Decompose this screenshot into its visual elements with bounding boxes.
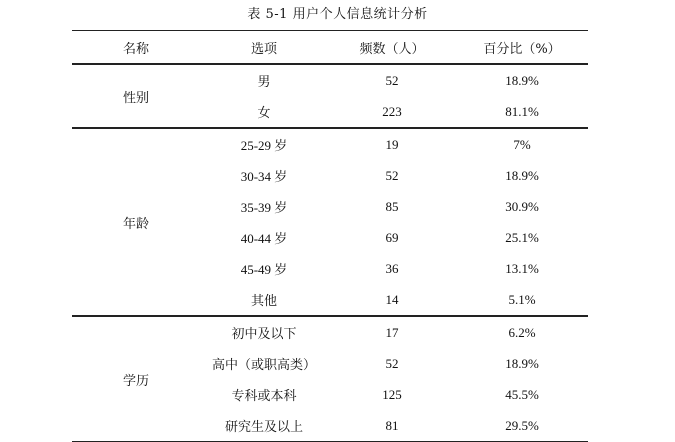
option-cell: 高中（或职高类） bbox=[211, 358, 316, 373]
option-cell: 45-49 岁 bbox=[240, 262, 288, 277]
freq-cell: 52 bbox=[385, 167, 399, 183]
col-header-name: 名称 bbox=[72, 31, 200, 65]
freq-cell: 125 bbox=[382, 386, 402, 402]
option-cell: 25-29 岁 bbox=[240, 138, 288, 153]
table-caption: 表 5-1 用户个人信息统计分析 bbox=[247, 7, 428, 22]
col-header-freq: 频数（人） bbox=[328, 31, 456, 65]
pct-cell: 30.9% bbox=[505, 198, 539, 214]
freq-cell: 52 bbox=[385, 72, 399, 88]
freq-cell: 36 bbox=[385, 260, 399, 276]
freq-cell: 85 bbox=[385, 198, 399, 214]
table-row bbox=[72, 64, 588, 96]
freq-cell: 52 bbox=[385, 355, 399, 371]
pct-cell: 18.9% bbox=[505, 167, 539, 183]
group-label-gender: 性别 bbox=[72, 64, 200, 128]
option-cell: 初中及以下 bbox=[231, 327, 297, 342]
table-row bbox=[72, 316, 588, 348]
option-cell: 其他 bbox=[200, 284, 328, 316]
freq-cell: 19 bbox=[385, 136, 399, 152]
option-cell: 40-44 岁 bbox=[240, 231, 288, 246]
pct-cell: 18.9% bbox=[505, 72, 539, 88]
pct-cell: 18.9% bbox=[505, 355, 539, 371]
user-info-table bbox=[72, 30, 588, 442]
freq-cell: 81 bbox=[328, 410, 456, 442]
freq-cell: 223 bbox=[328, 96, 456, 128]
option-cell: 男 bbox=[257, 75, 271, 90]
col-header-pct: 百分比（%） bbox=[456, 31, 588, 65]
option-cell: 女 bbox=[200, 96, 328, 128]
option-cell: 30-34 岁 bbox=[240, 169, 288, 184]
pct-cell: 45.5% bbox=[505, 386, 539, 402]
freq-cell: 14 bbox=[328, 284, 456, 316]
option-cell: 专科或本科 bbox=[231, 389, 297, 404]
pct-cell: 25.1% bbox=[505, 229, 539, 245]
option-cell: 35-39 岁 bbox=[240, 200, 288, 215]
pct-cell: 7% bbox=[513, 136, 531, 152]
header-row bbox=[72, 31, 588, 65]
freq-cell: 69 bbox=[385, 229, 399, 245]
pct-cell: 81.1% bbox=[456, 96, 588, 128]
col-header-option: 选项 bbox=[200, 31, 328, 65]
pct-cell: 29.5% bbox=[456, 410, 588, 442]
group-label-education: 学历 bbox=[72, 316, 200, 442]
table-row bbox=[72, 128, 588, 160]
pct-cell: 5.1% bbox=[456, 284, 588, 316]
pct-cell: 13.1% bbox=[505, 260, 539, 276]
pct-cell: 6.2% bbox=[508, 324, 536, 340]
freq-cell: 17 bbox=[385, 324, 399, 340]
group-label-age: 年龄 bbox=[72, 128, 200, 316]
option-cell: 研究生及以上 bbox=[200, 410, 328, 442]
